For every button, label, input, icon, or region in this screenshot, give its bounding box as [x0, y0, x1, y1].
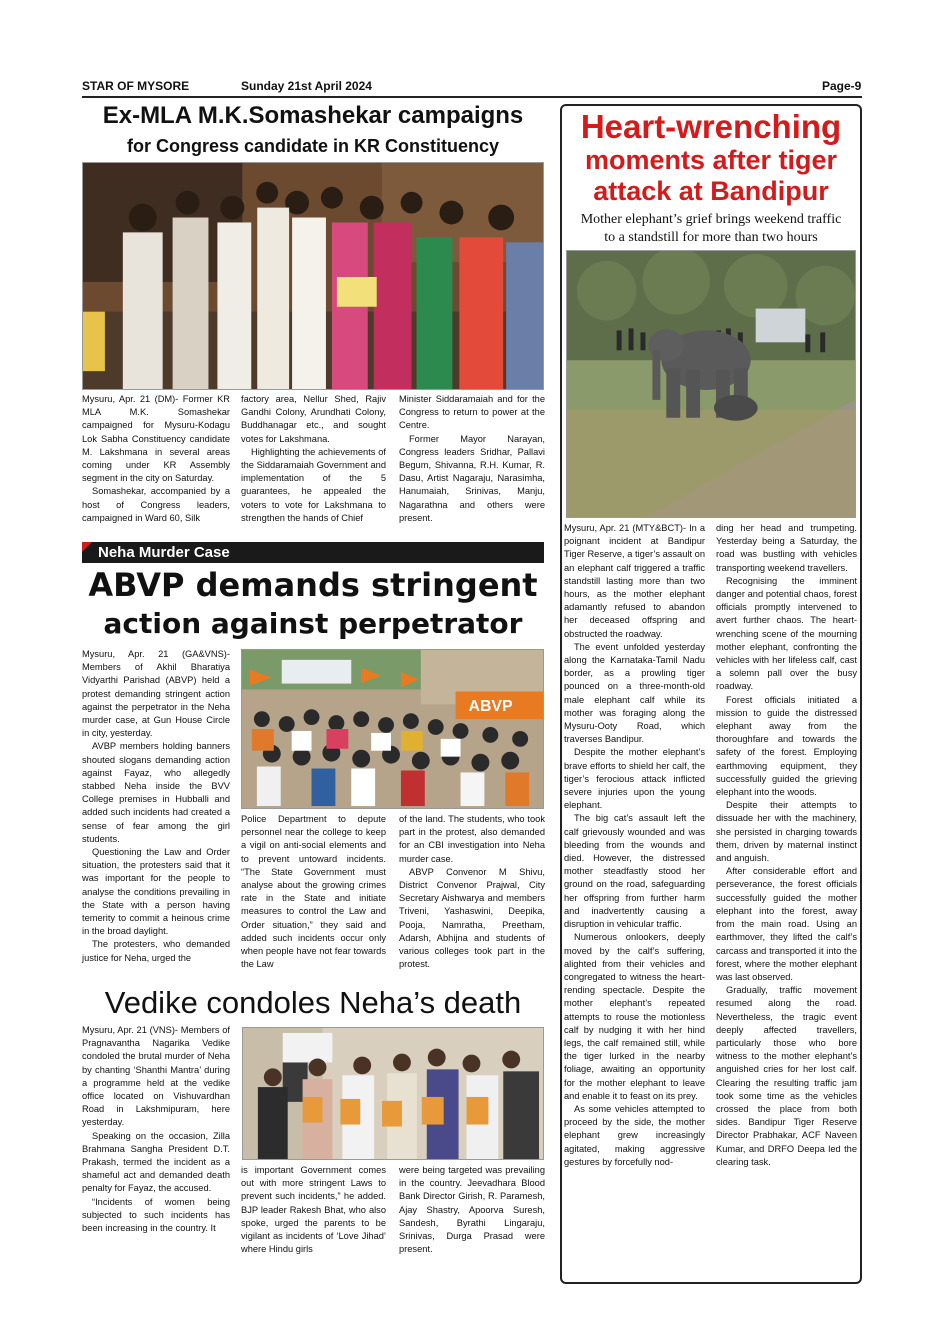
story2-paragraph: AVBP members holding banners shouted slogans demanding action against Fayaz, who allegedly stabbed Neha inside the BVV College premises in Hubballi and added such incidents had created a sense of fear among the girl students. [82, 741, 230, 844]
story4-paragraph: Numerous onlookers, deeply moved by the calf’s suffering, alighted from their vehicles and congregated to witness the heart-rending spectacle. Despite the mother elephant’s repeated attempts to rouse the motionless calf by nudging it with her hind legs, the calf remained still, while the tiger lurked in the nearby foliage, awaiting an opportunity for the mother elephant to leave and enable it to feast on its prey. [564, 932, 705, 1101]
story1-paragraph: Highlighting the achievements of the Siddaramaiah Government and implementation of the 5 guarantees, he appealed the voters to vote for Lakshmana to strengthen the hands of Chief [241, 446, 386, 523]
story3-paragraph: is important Government comes out with more stringent Laws to prevent such incidents,” he added. BJP leader Rakesh Bhat, who also spoke, urged the parents to be vigilant as incidents of ‘Love Jihad’ where Hindu girls [241, 1165, 386, 1255]
abvp-banner-text: ABVP [468, 698, 513, 716]
story3-paragraph: “Incidents of women being subjected to such incidents has been increasing in the country. It [82, 1196, 230, 1234]
story3-column-2 [241, 1164, 386, 1256]
story4-headline-line-3: attack at Bandipur [593, 176, 829, 206]
story4-paragraph: Despite their attempts to dissuade her with the machinery, she persisted in charging towards them, driven by maternal instinct and anguish. [716, 800, 857, 864]
story2-paragraph: Mysuru, Apr. 21 (GA&VNS)- Members of Akhil Bharatiya Vidyarthi Parishad (ABVP) held a protest demanding stringent action against the perpetrator in the Neha murder case, at Gun House Circle in city, yesterday. [82, 649, 230, 739]
tag-corner-marker [82, 542, 92, 552]
story4-paragraph: As some vehicles attempted to proceed by the side, the mother elephant grew increasingly agitated, making aggressive gestures by forcefully nod- [564, 1103, 705, 1167]
story2-column-1 [82, 648, 230, 965]
story2-column-3 [399, 813, 545, 971]
elephant-photo [566, 250, 856, 518]
story2-paragraph: Questioning the Law and Order situation, the protesters said that it was important for the people to analyse the conditions prevailing in the State with a person having temerity to commit a heinous crime in the broad daylight. [82, 847, 230, 937]
story3-paragraph: Mysuru, Apr. 21 (VNS)- Members of Pragnavantha Nagarika Vedike condoled the brutal murder of Neha by chanting ‘Shanthi Mantra’ during a programme held at the vedike office located on Vishuvardhan Road in Lakshmipuram, here yesterday. [82, 1025, 230, 1128]
story2-paragraph: The protesters, who demanded justice for Neha, urged the [82, 939, 230, 963]
story1-paragraph: Former Mayor Narayan, Congress leaders Sridhar, Pallavi Begum, Shivanna, R.H. Kumar, R. Dasu, Artist Nagaraju, Narasimha, Hanumaiah, Srinivas, Manju, Nagarathna and others were present. [399, 433, 545, 523]
story4-paragraph: Despite the mother elephant’s brave efforts to shield her calf, the tiger’s ferocious attack inflicted severe injuries upon the young elephant. [564, 747, 705, 811]
story4-headline-line-2: moments after tiger [584, 145, 838, 175]
story4-paragraph: Forest officials initiated a mission to guide the distressed elephant away from the thoroughfare and towards the safety of the forest. Employing earthmoving equipment, they successfully guided the grieving elephant into the woods. [716, 694, 857, 798]
story4-paragraph: ding her head and trumpeting. Yesterday being a Saturday, the road was bustling with vehicles transporting weekend travellers. [716, 523, 857, 573]
story4-column-1 [564, 522, 705, 1169]
story1-paragraph: Somashekar, accompanied by a host of Congress leaders, campaigned in Ward 60, Silk [82, 486, 230, 523]
story3-paragraph: Speaking on the occasion, Zilla Brahmana Sangha President D.T. Prakash, termed the incident as a shameful act and demanded death penalty for Fayaz, the accused. [82, 1130, 230, 1194]
story4-paragraph: The big cat’s assault left the calf grievously wounded and was bleeding from the wounds and died. However, the distressed mother steadfastly stood her ground on the road, safeguarding her offspring from further harm and inadvertently causing a disruption in vehicular traffic. [564, 813, 705, 930]
story4-paragraph: The event unfolded yesterday along the Karnataka-Tamil Nadu border, as a prowling tiger pounced on a three-month-old male elephant calf while its mother was foraging along the Mysuru-Ooty Road, which traverses Bandipur. [564, 641, 705, 745]
story1-paragraph: Minister Siddaramaiah and for the Congress to return to power at the Centre. [399, 394, 545, 431]
page-number: Page-9 [822, 79, 862, 93]
campaign-photo [82, 162, 544, 390]
story1-paragraph: Mysuru, Apr. 21 (DM)- Former KR MLA M.K. Somashekar campaigned for Mysuru-Kodagu Lok Sabha Constituency candidate M. Lakshmana in several areas coming under KR Assembly segment in the city on Saturday. [82, 394, 230, 484]
vedike-photo [242, 1027, 544, 1160]
story2-paragraph: of the land. The students, who took part in the protest, also demanded for an CBI investigation into Neha murder case. [399, 814, 545, 864]
story4-deck: Mother elephant’s grief brings weekend traffic [580, 212, 842, 227]
story1-headline: Ex-MLA M.K.Somashekar campaigns [102, 102, 524, 129]
story1-column-3 [399, 393, 545, 525]
story3-column-1 [82, 1024, 230, 1235]
story1-column-1 [82, 393, 230, 525]
story3-paragraph: were being targeted was prevailing in the country. Jeevadhara Blood Bank Director Girish, R. Paramesh, Ajay Shastry, Apoorva Suresh, Sandesh, Byrathi Lingaraju, Srinivas, Durga Prasad were present. [399, 1165, 545, 1255]
story4-paragraph: After considerable effort and perseverance, the forest officials successfully guided the mother elephant into the forest, away from the main road. Using an earthmover, they lifted the calf’s carcass and transported it into the forest, where the mother elephant was last observed. [716, 866, 857, 982]
story4-paragraph: Mysuru, Apr. 21 (MTY&BCT)- In a poignant incident at Bandipur Tiger Reserve, a tiger’s assault on an elephant calf triggered a traffic standstill lasting more than two hours, as the mother elephant adamantly refused to abandon her deceased offspring and obstructed the roadway. [564, 523, 705, 639]
story2-paragraph: ABVP Convenor M Shivu, District Convenor Prajwal, City Secretary Aishwarya and members Triveni, Yashaswini, Deepika, Pooja, Namratha, Preetham, Adarsh, Abhijna and students of various colleges took part in the protest. [399, 866, 545, 970]
story4-paragraph: Recognising the imminent danger and potential chaos, forest officials promptly intervened to avert further chaos. The heart-wrenching scene of the mourning mother elephant, confronting the vehicles with her lifeless calf, cast a solemn pall over the busy roadway. [716, 575, 857, 692]
story1-paragraph: factory area, Nellur Shed, Rajiv Gandhi Colony, Arundhati Colony, Buddhanagar etc., and sought votes for Lakshmana. [241, 394, 386, 444]
story4-paragraph: Gradually, traffic movement resumed along the road. Nevertheless, the tragic event deeply affected travellers, particularly those who bore witness to the mother elephant’s anguished cries for her lost calf. Clearing the resulting traffic jam took some time as the vehicles crossed the place from both sides. Bandipur Tiger Reserve Director Prabhakar, ACF Naveen Kumar, and DRFO Deepa led the clearing task. [716, 985, 857, 1167]
story3-column-3 [399, 1164, 545, 1256]
story1-subheadline: for Congress candidate in KR Constituency [126, 136, 500, 156]
story2-column-2 [241, 813, 386, 971]
section-tag: Neha Murder Case [82, 542, 544, 563]
abvp-protest-photo [241, 649, 544, 809]
story2-headline: ABVP demands stringent [88, 566, 538, 604]
story4-deck-line-2: to a standstill for more than two hours [604, 230, 818, 245]
story2-paragraph: Police Department to depute personnel near the college to keep a vigil on anti-social elements and to prevent untoward incidents. “The State Government must analyse about the growing crimes rate in the State and initiate measures to control the Law and Order situation,” they said and added such incidents occur only when people have not fear towards the Law [241, 814, 386, 970]
story4-column-2 [716, 522, 857, 1169]
story3-headline: Vedike condoles Neha’s death [104, 985, 522, 1020]
header-rule [82, 96, 862, 98]
story1-column-2 [241, 393, 386, 525]
story4-headline: Heart-wrenching [580, 108, 842, 145]
story2-subheadline: action against perpetrator [103, 607, 523, 640]
issue-date: Sunday 21st April 2024 [241, 79, 372, 93]
newspaper-name: STAR OF MYSORE [82, 79, 190, 93]
